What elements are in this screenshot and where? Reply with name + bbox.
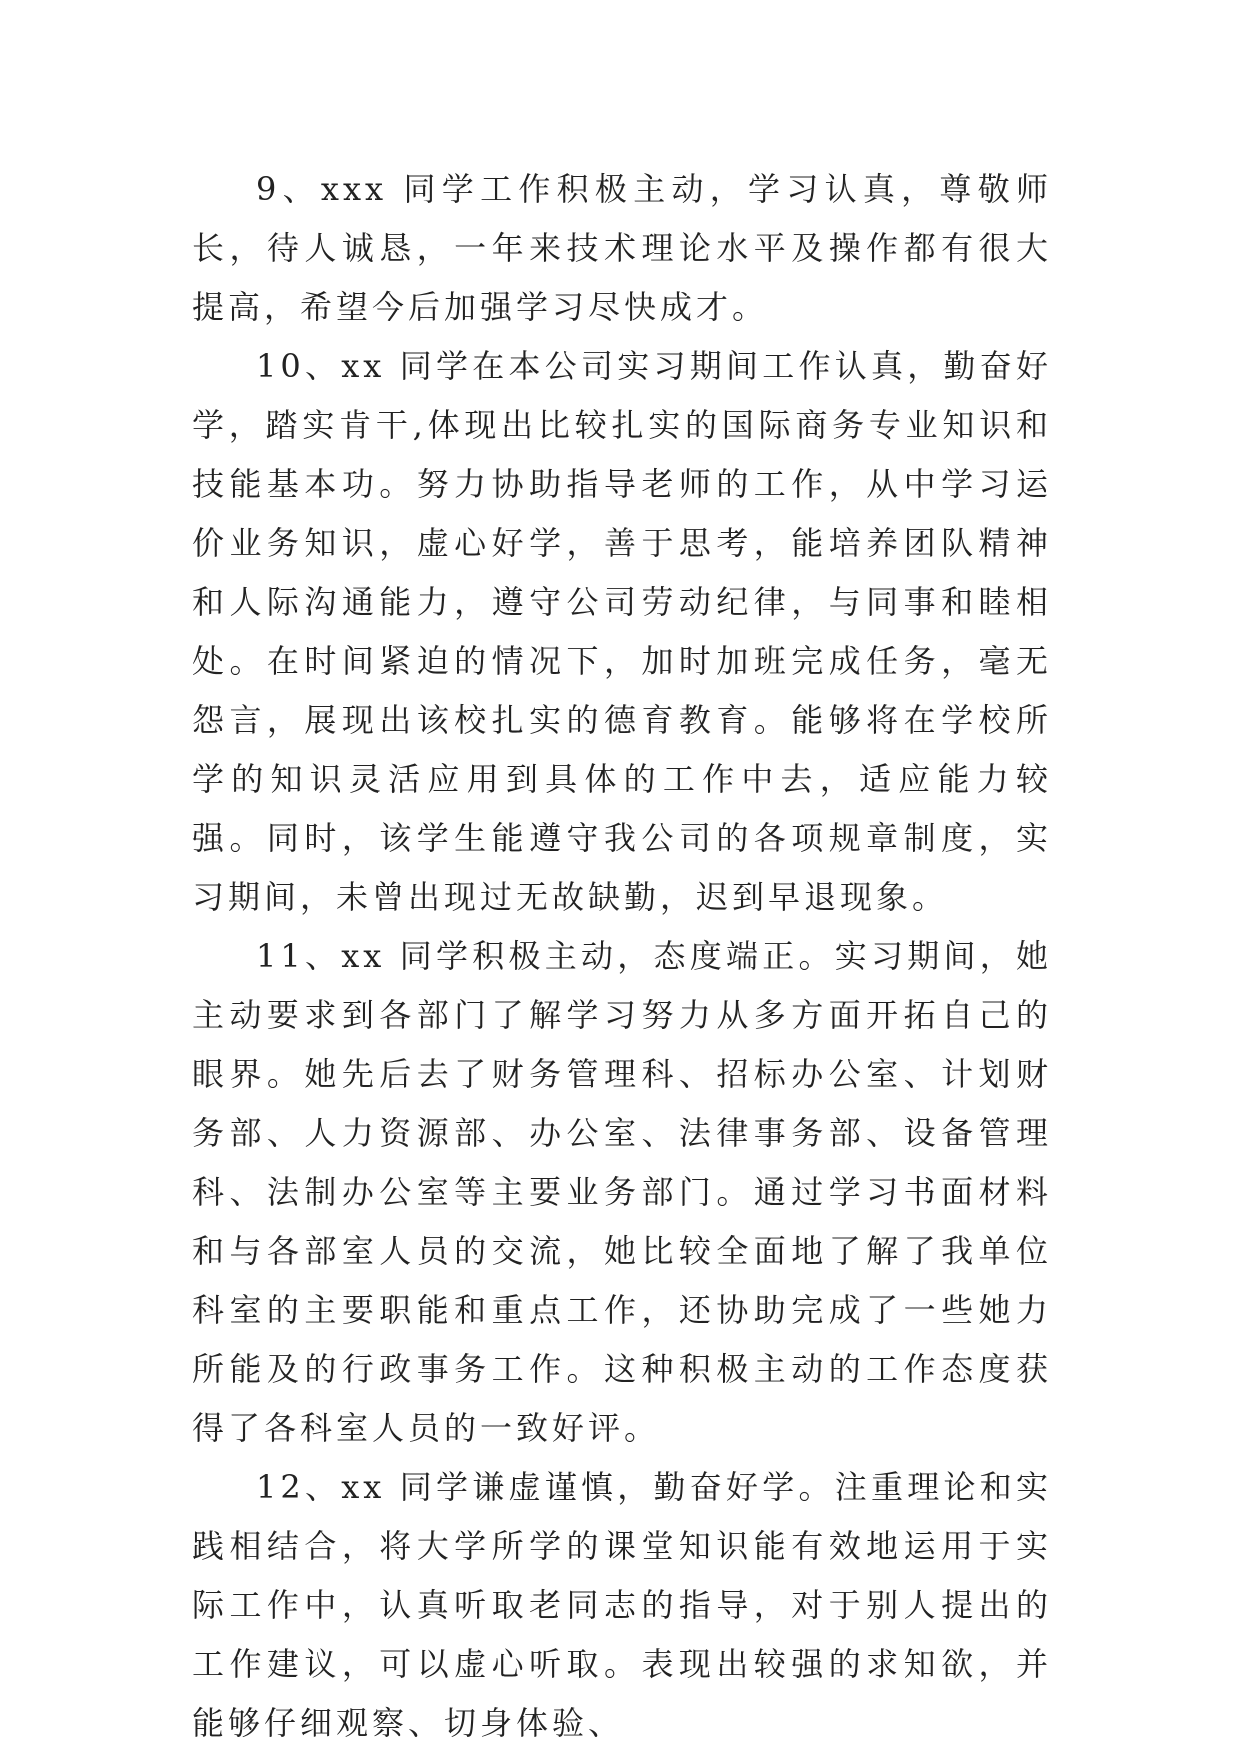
paragraph-9: 9、xxx 同学工作积极主动，学习认真，尊敬师长，待人诚恳，一年来技术理论水平及操作都有很大提高，希望今后加强学习尽快成才。 [192, 170, 1052, 326]
paragraph-11: 11、xx 同学积极主动，态度端正。实习期间，她主动要求到各部门了解学习努力从多方面开拓自己的眼界。她先后去了财务管理科、招标办公室、计划财务部、人力资源部、办公室、法律事务部、设备管理科、法制办公室等主要业务部门。通过学习书面材料和与各部室人员的交流，她比较全面地了解了我单位科室的主要职能和重点工作，还协助完成了一些她力所能及的行政事务工作。这种积极主动的工作态度获得了各科室人员的一致好评。 [192, 937, 1052, 1447]
document-body [192, 160, 1052, 1753]
paragraph-10: 10、xx 同学在本公司实习期间工作认真，勤奋好学，踏实肯干,体现出比较扎实的国际商务专业知识和技能基本功。努力协助指导老师的工作，从中学习运价业务知识，虚心好学，善于思考，能培养团队精神和人际沟通能力，遵守公司劳动纪律，与同事和睦相处。在时间紧迫的情况下，加时加班完成任务，毫无怨言，展现出该校扎实的德育教育。能够将在学校所学的知识灵活应用到具体的工作中去，适应能力较强。同时，该学生能遵守我公司的各项规章制度，实习期间，未曾出现过无故缺勤，迟到早退现象。 [192, 347, 1052, 916]
paragraph-12: 12、xx 同学谦虚谨慎，勤奋好学。注重理论和实践相结合，将大学所学的课堂知识能有效地运用于实际工作中，认真听取老同志的指导，对于别人提出的工作建议，可以虚心听取。表现出较强的求知欲，并能够仔细观察、切身体验、 [192, 1468, 1052, 1742]
